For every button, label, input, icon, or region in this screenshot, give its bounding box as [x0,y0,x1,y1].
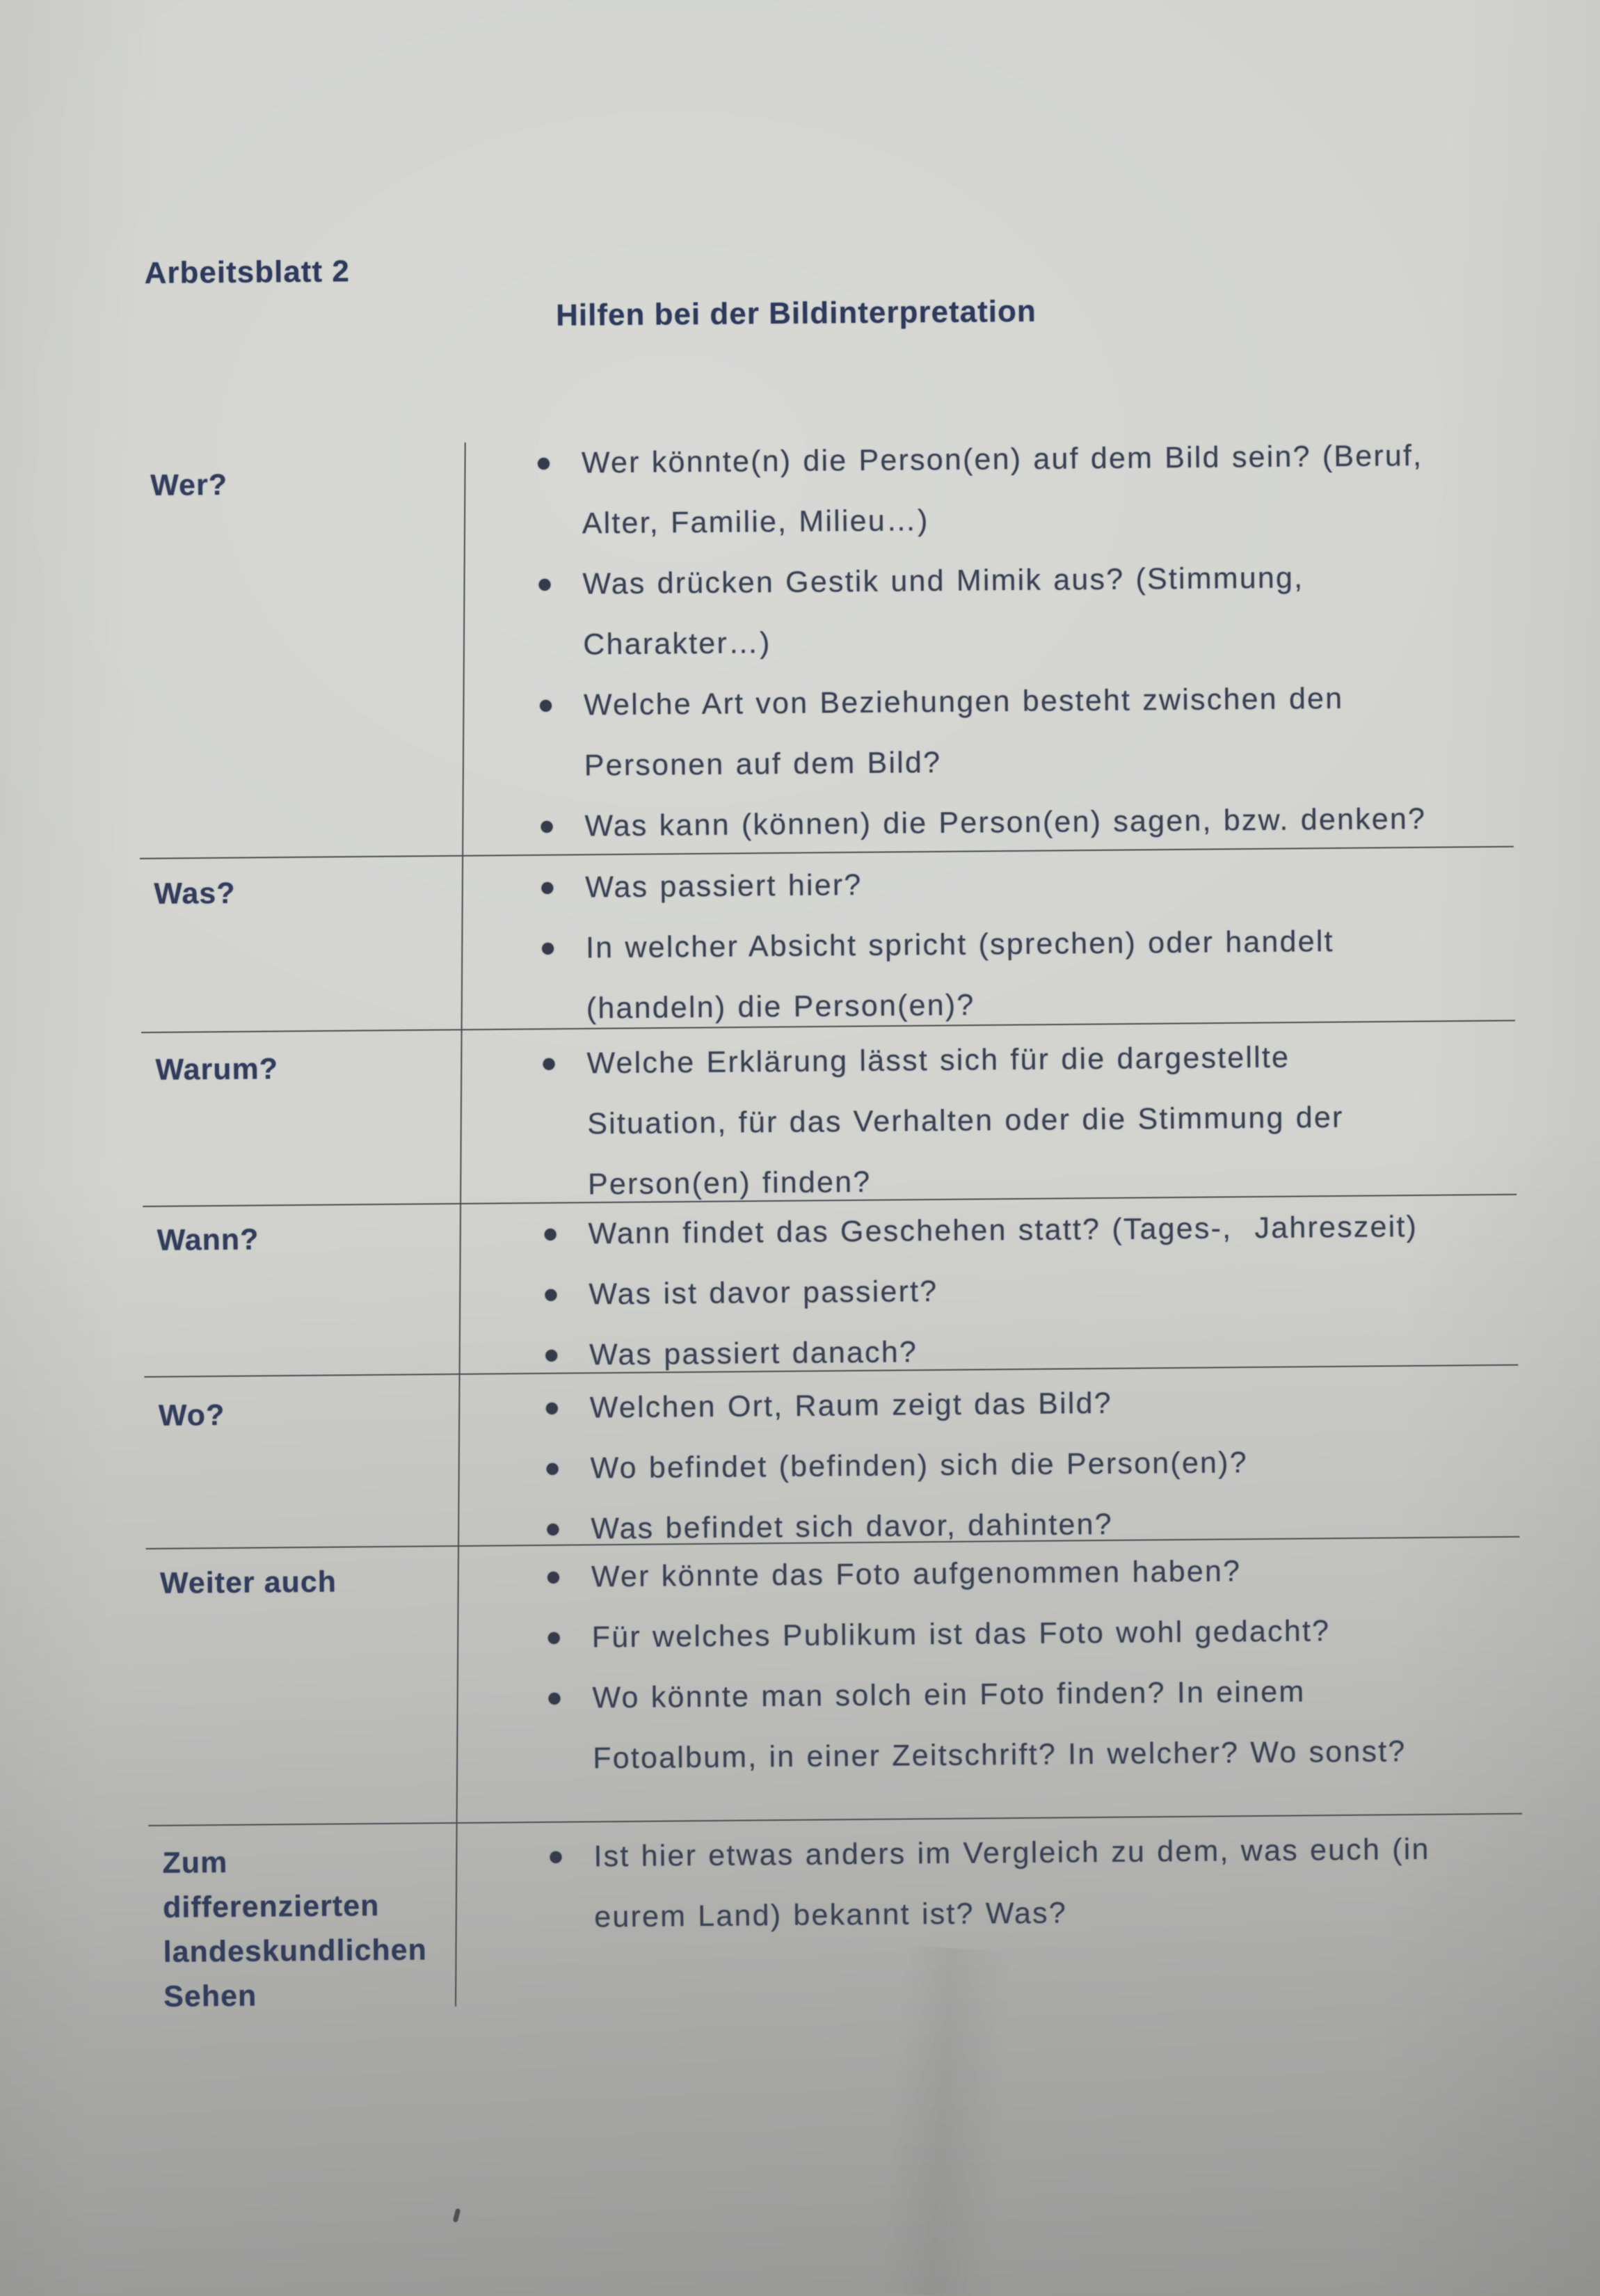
list-item [546,1540,1405,1608]
bullet-icon [548,1632,560,1644]
bullet-icon [541,882,553,894]
bullet-line: Wo befindet (befinden) sich die Person(en)? [590,1446,1248,1485]
table-row [143,1194,1518,1376]
bullet-line: (handeln) die Person(en)? [586,988,975,1026]
row-label-line: Zum [162,1845,228,1880]
table-row [146,1536,1522,1825]
bullet-list [546,1540,1407,1789]
bullet-icon [541,821,552,833]
bullet-line: Wer könnte das Foto aufgenommen haben? [591,1554,1242,1594]
bullet-line: eurem Land) bekannt ist? Was? [594,1896,1068,1934]
row-label-line: differenzierten [162,1889,380,1924]
bullet-line: Was kann (können) die Person(en) sagen, bzw. denken? [584,802,1427,843]
list-item [548,1819,1431,1948]
bullet-icon [545,1350,557,1362]
list-item [541,911,1335,1039]
list-item [543,1257,1418,1325]
table-row [144,1364,1519,1548]
row-label-line: Was? [154,876,236,911]
bullet-list [541,1027,1345,1215]
table-row [136,433,1514,858]
bullet-icon [547,1572,559,1584]
table-row [141,1020,1517,1206]
list-item [541,1027,1345,1215]
bullet-line: Was passiert danach? [589,1335,918,1372]
bullet-icon [538,579,550,591]
bullet-icon [545,1229,557,1241]
bullet-icon [540,700,552,712]
list-item [539,789,1426,857]
bullet-list [536,426,1427,857]
table-row [140,846,1515,1032]
bullet-line: Was passiert hier? [585,868,863,904]
ink-speck [453,2208,461,2223]
bullet-line: Fotoalbum, in einer Zeitschrift? In welcher? Wo sonst? [593,1735,1407,1776]
row-label-line: Sehen [163,1979,257,2014]
row-label [150,463,227,508]
list-item [546,1600,1405,1668]
bullet-line: Situation, für das Verhalten oder die Stimmung der [587,1100,1344,1141]
bullet-line: Für welches Publikum ist das Foto wohl gedacht? [591,1614,1331,1655]
bullet-icon [548,1693,560,1705]
row-label [154,871,236,916]
row-label-line: Wann? [157,1222,259,1257]
bullet-list [544,1372,1248,1560]
row-label [162,1838,427,2018]
bullet-line: Personen auf dem Bild? [584,745,942,783]
page-title: Arbeitsblatt 2 [144,254,350,290]
bullet-line: Ist hier etwas anders im Vergleich zu dem, was euch (in [593,1832,1430,1874]
page-subtitle: Hilfen bei der Bildinterpretation [555,294,1037,333]
row-label-line: landeskundlichen [163,1933,428,1969]
bullet-line: Welche Art von Beziehungen besteht zwischen den [583,681,1344,722]
bullet-icon [547,1524,559,1536]
bullet-line: Welche Erklärung lässt sich für die dargestellte [586,1040,1290,1081]
row-label-line: Wo? [158,1398,225,1433]
row-label [159,1393,225,1438]
bullet-line: Wann findet das Geschehen statt? (Tages-, Jahreszeit) [588,1210,1418,1251]
list-item [537,547,1425,676]
bullet-icon [543,1058,554,1070]
list-item [536,426,1424,555]
paper-crease [881,1945,1014,2296]
bullet-line: Person(en) finden? [587,1165,872,1202]
row-label-line: Wer? [150,468,228,502]
bullet-line: Wer könnte(n) die Person(en) auf dem Bild sein? (Beruf, [581,438,1423,480]
bullet-list [548,1819,1431,1948]
question-table [136,433,1510,2014]
table-row [148,1813,1523,2014]
bullet-line: Welchen Ort, Raum zeigt das Bild? [589,1386,1113,1425]
row-label-line: Warum? [155,1052,279,1087]
bullet-line: Charakter…) [583,626,771,662]
row-label [160,1560,337,1606]
list-item [545,1433,1248,1499]
list-item [544,1372,1247,1439]
bullet-icon [542,943,554,955]
bullet-icon [547,1463,559,1475]
row-label-line: Weiter auch [159,1565,337,1600]
list-item [543,1197,1418,1265]
bullet-line: Was befindet sich davor, dahinten? [591,1507,1114,1546]
bullet-line: Alter, Familie, Milieu…) [582,504,929,541]
bullet-line: Wo könnte man solch ein Foto finden? In einem [592,1675,1306,1715]
bullet-list [543,1197,1419,1386]
bullet-line: Was ist davor passiert? [589,1275,938,1312]
bullet-line: In welcher Absicht spricht (sprechen) oder handelt [585,925,1334,965]
bullet-list [540,851,1335,1039]
list-item [540,851,1334,918]
bullet-line: Was drücken Gestik und Mimik aus? (Stimmung, [582,561,1304,601]
bullet-icon [545,1289,557,1301]
list-item [538,668,1426,797]
bullet-icon [546,1403,558,1414]
list-item [547,1661,1407,1789]
row-label [155,1046,278,1092]
bullet-icon [550,1851,561,1863]
row-label [157,1218,259,1263]
bullet-icon [538,458,550,470]
